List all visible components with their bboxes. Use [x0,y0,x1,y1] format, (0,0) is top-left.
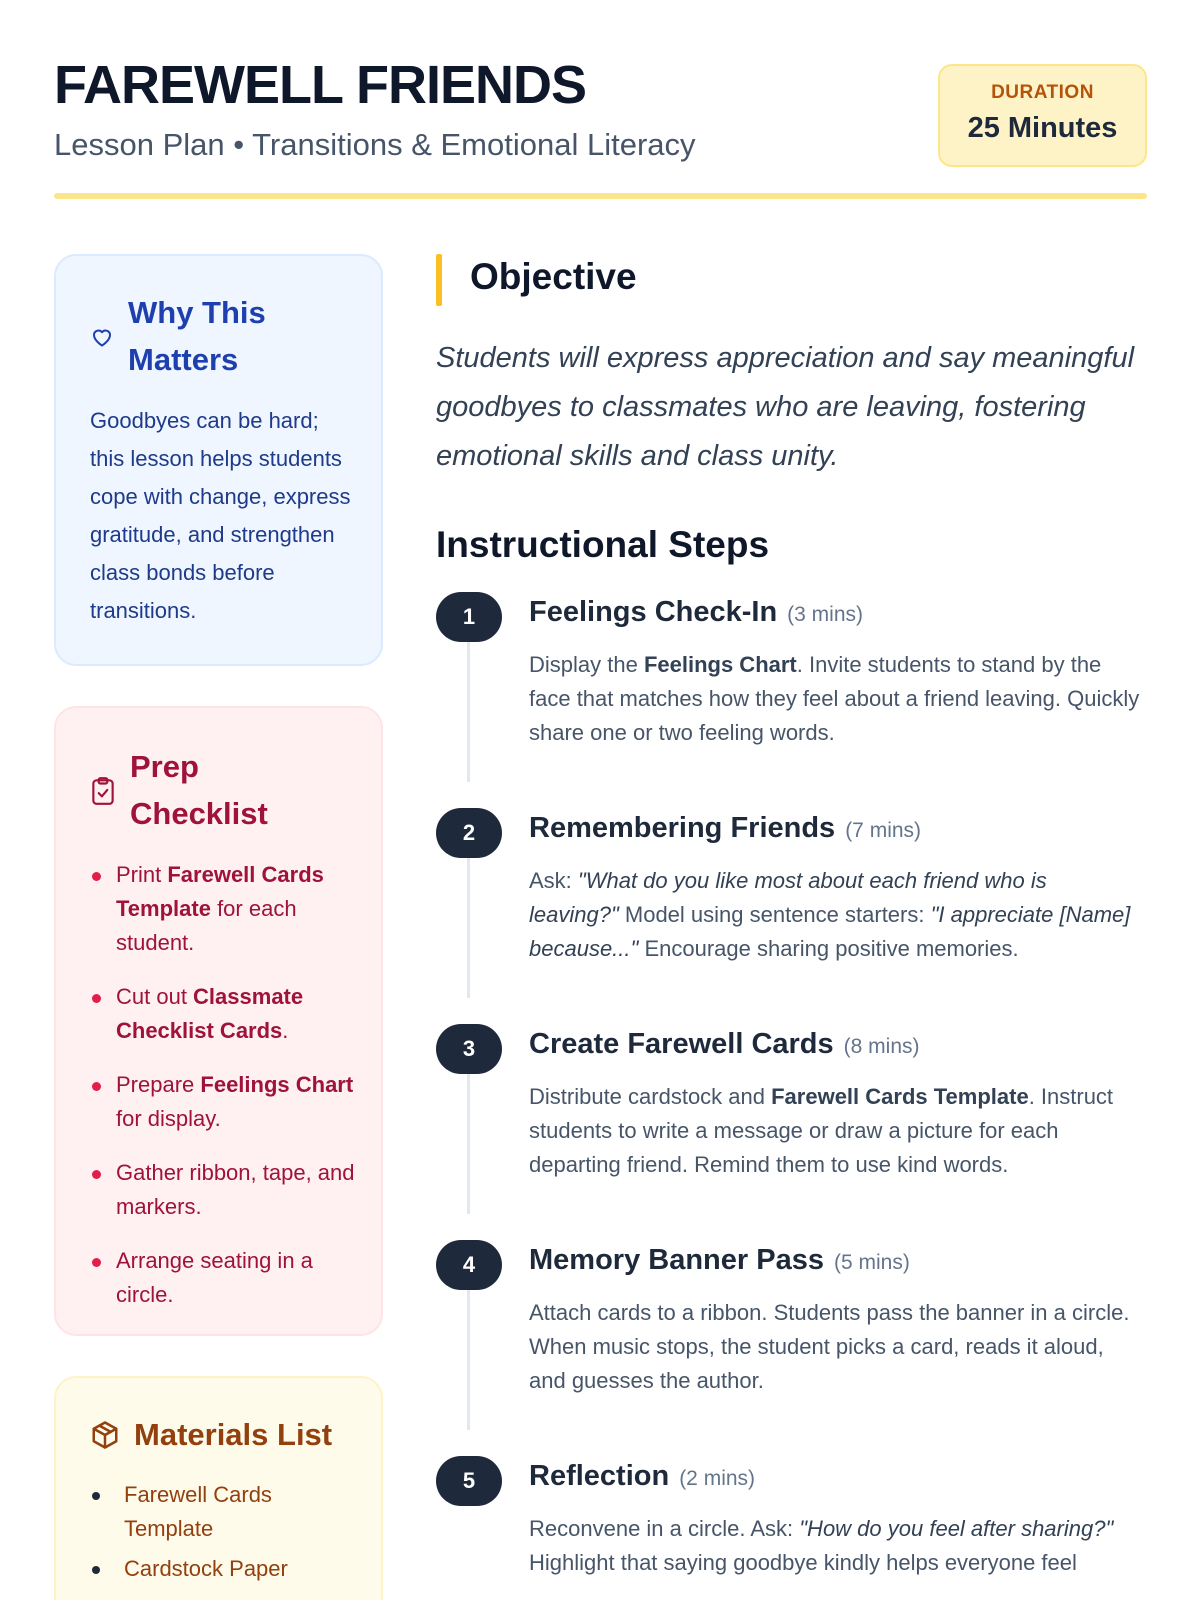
step-header [529,812,921,845]
step-number-badge: 1 [436,592,502,642]
step-text: Reconvene in a circle. Ask: [529,1516,800,1541]
prep-card-title: Prep Checklist [130,749,268,831]
step-connector-line [467,1074,470,1214]
step-connector-line [467,858,470,998]
step-header [529,596,863,629]
step-description [529,648,1141,750]
why-card-title: Why This Matters [128,295,266,377]
checklist-item-text: Cut out [116,984,194,1009]
checklist-item-text: Arrange seating in a circle. [116,1248,313,1307]
checklist-item [90,1156,360,1224]
step-duration: (7 mins) [845,819,922,842]
step-duration: (2 mins) [679,1467,756,1490]
step-header [529,1244,910,1277]
objective-title: Objective [470,256,637,297]
step-header [529,1028,920,1061]
step-highlight: Farewell Cards Template [771,1084,1029,1109]
step-text: Attach cards to a ribbon. Students pass the banner in a circle. When music stops, the student picks a card, reads it aloud, and guesses the author. [529,1300,1130,1393]
step-text: . Invite students to stand by the face that matches how they feel about a friend leaving. Quickly share one or two feeling words. [529,652,1140,745]
header-divider [54,193,1147,199]
heart-icon [90,325,114,349]
duration-label: DURATION [991,82,1094,103]
step-duration: (8 mins) [843,1035,920,1058]
materials-card-header [90,1412,332,1459]
step-highlight: Feelings Chart [643,652,797,677]
checklist-item-highlight: Classmate Checklist Cards [116,984,304,1043]
checklist-item-highlight: Farewell Cards Template [116,862,324,921]
step-description [529,1296,1141,1398]
checklist-item-text: Prepare [116,1072,201,1097]
checklist-item [90,1244,360,1312]
step-description [529,1080,1141,1182]
checklist-item-text: for each student. [116,896,297,955]
why-card-body: Goodbyes can be hard; this lesson helps students cope with change, express gratitude, and strengthen class bonds before transitions. [90,408,351,623]
checklist-item [90,1068,360,1136]
step-number-badge: 5 [436,1456,502,1506]
duration-value: 25 Minutes [967,112,1118,144]
step-connector-line [467,642,470,782]
materials-card-title: Materials List [134,1417,333,1452]
prep-checklist [90,858,360,1332]
step-text: . Instruct students to write a message or draw a picture for each departing friend. Remind them to use kind words. [529,1084,1114,1177]
steps-title: Instructional Steps [436,524,770,565]
prep-card [54,706,383,1336]
why-card [54,254,383,666]
checklist-item [90,858,360,960]
checklist-item-text: Print [116,862,168,887]
page-title: FAREWELL FRIENDS [54,55,587,115]
material-item: Farewell Cards Template [90,1478,360,1546]
materials-list [90,1478,360,1592]
step-title: Reflection [529,1460,670,1492]
page-subtitle: Lesson Plan • Transitions & Emotional Literacy [54,127,696,162]
step-number-badge: 3 [436,1024,502,1074]
material-item: Cardstock Paper [90,1552,360,1586]
step-number-badge: 2 [436,808,502,858]
step-quote: "How do you feel after sharing?" [799,1516,1114,1541]
step-duration: (5 mins) [833,1251,910,1274]
lesson-header [54,52,1147,200]
step-title: Create Farewell Cards [529,1028,834,1060]
objective-accent-bar [436,254,442,306]
step-duration: (3 mins) [787,603,864,626]
why-card-header [90,290,328,383]
step-quote: "What do you like most about each friend who is leaving?" [529,868,1047,927]
step-quote: "I appreciate [Name] because..." [529,902,1131,961]
clipboard-check-icon [90,776,116,806]
step-text: Highlight that saying goodbye kindly helps everyone feel [529,1550,1077,1575]
materials-card [54,1376,383,1600]
checklist-item-text: . [282,1018,289,1043]
duration-badge [938,64,1147,167]
step-title: Feelings Check-In [529,596,778,628]
step-description [529,864,1141,966]
step-description [529,1512,1141,1580]
step-text: Encourage sharing positive memories. [638,936,1019,961]
step-text: Model using sentence starters: [618,902,931,927]
objective-text: Students will express appreciation and say meaningful goodbyes to classmates who are leaving, fostering emotional skills and class unity. [436,342,1135,472]
checklist-item [90,980,360,1048]
step-text: Ask: [529,868,578,893]
step-header [529,1460,755,1493]
checklist-item-highlight: Feelings Chart [200,1072,354,1097]
step-text: Distribute cardstock and [529,1084,772,1109]
checklist-item-text: Gather ribbon, tape, and markers. [116,1160,355,1219]
step-number-badge: 4 [436,1240,502,1290]
checklist-item-text: for display. [116,1106,221,1131]
box-icon [90,1420,120,1450]
prep-card-header [90,744,330,837]
step-title: Memory Banner Pass [529,1244,824,1276]
step-text: Display the [529,652,644,677]
step-title: Remembering Friends [529,812,836,844]
step-connector-line [467,1290,470,1430]
